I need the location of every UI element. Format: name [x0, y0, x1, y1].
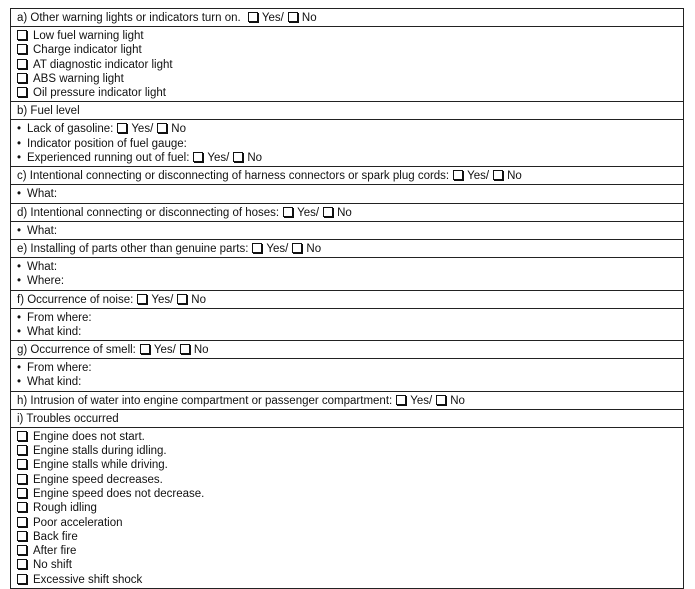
item-label: Indicator position of fuel gauge:: [27, 137, 187, 150]
item-label: Excessive shift shock: [33, 573, 143, 586]
section-e-header: [11, 240, 683, 258]
item-label: Charge indicator light: [33, 44, 142, 57]
item-label: Where:: [27, 275, 65, 288]
bullet: •: [17, 224, 22, 237]
bullet: •: [17, 376, 22, 389]
item-label: Oil pressure indicator light: [33, 87, 166, 100]
checkbox[interactable]: [17, 531, 27, 541]
item-label: Rough idling: [33, 502, 97, 515]
section-c-yes-checkbox[interactable]: [453, 170, 463, 180]
bullet: •: [17, 362, 22, 375]
section-a-yes-checkbox[interactable]: [248, 12, 258, 22]
section-f-no-checkbox[interactable]: [177, 294, 187, 304]
section-c-items: [11, 185, 683, 203]
yes-label: Yes/: [410, 394, 433, 407]
list-item: [17, 58, 683, 72]
yes-label: Yes/: [266, 242, 289, 255]
section-d-yes-checkbox[interactable]: [283, 207, 293, 217]
list-item: [17, 311, 683, 325]
item-label: Back fire: [33, 530, 78, 543]
no-label: No: [171, 123, 186, 136]
yes-label: Yes/: [261, 12, 284, 24]
lack-yes-checkbox[interactable]: [117, 123, 127, 133]
list-item: [17, 430, 683, 444]
section-i-header: [11, 410, 683, 428]
list-item: [17, 458, 683, 472]
item-label: From where:: [27, 311, 92, 324]
item-label: Poor acceleration: [33, 516, 123, 529]
checkbox[interactable]: [17, 431, 27, 441]
section-e-title: e) Installing of parts other than genuine parts:: [17, 242, 249, 255]
list-item: [17, 501, 683, 515]
section-a-no-checkbox[interactable]: [288, 12, 298, 22]
section-d-items: [11, 222, 683, 240]
section-f-yes-checkbox[interactable]: [137, 294, 147, 304]
list-item: [17, 516, 683, 530]
section-g-no-checkbox[interactable]: [180, 344, 190, 354]
section-e-items: [11, 258, 683, 291]
list-item: [17, 29, 683, 43]
yes-label: Yes/: [131, 123, 154, 136]
checkbox[interactable]: [17, 488, 27, 498]
checkbox[interactable]: [17, 59, 27, 69]
checkbox[interactable]: [17, 517, 27, 527]
section-d-title: d) Intentional connecting or disconnecting of hoses:: [17, 206, 280, 219]
checkbox[interactable]: [17, 445, 27, 455]
item-label: Engine stalls during idling.: [33, 445, 167, 458]
list-item: [17, 544, 683, 558]
section-h-no-checkbox[interactable]: [436, 395, 446, 405]
bullet: •: [17, 325, 22, 338]
item-label: What:: [27, 188, 58, 201]
no-label: No: [507, 170, 522, 183]
checkbox[interactable]: [17, 459, 27, 469]
list-item: [17, 473, 683, 487]
section-b-header: [11, 102, 683, 120]
item-label: Experienced running out of fuel:: [27, 152, 190, 165]
item-label: What kind:: [27, 325, 82, 338]
section-f-header: [11, 291, 683, 309]
section-h-header: [11, 392, 683, 410]
item-label: From where:: [27, 362, 92, 375]
list-item: [17, 260, 683, 274]
section-i-items: [11, 428, 683, 588]
yes-label: Yes/: [151, 293, 174, 306]
section-a-title: a) Other warning lights or indicators turn on.: [17, 12, 241, 24]
yes-label: Yes/: [297, 206, 320, 219]
list-item: [17, 86, 683, 100]
section-a-header: [11, 9, 683, 27]
item-label: Engine does not start.: [33, 430, 145, 443]
section-g-yes-checkbox[interactable]: [140, 344, 150, 354]
bullet: •: [17, 311, 22, 324]
section-f-items: [11, 309, 683, 342]
section-f-title: f) Occurrence of noise:: [17, 293, 134, 306]
item-label: ABS warning light: [33, 72, 124, 85]
item-label: After fire: [33, 545, 77, 558]
checkbox[interactable]: [17, 87, 27, 97]
section-c-title: c) Intentional connecting or disconnecting of harness connectors or spark plug cords:: [17, 170, 450, 183]
bullet: •: [17, 123, 22, 136]
checkbox[interactable]: [17, 545, 27, 555]
item-label: What kind:: [27, 376, 82, 389]
no-label: No: [193, 344, 209, 357]
bullet: •: [17, 260, 22, 273]
item-label: Engine speed decreases.: [33, 473, 163, 486]
item-label: Engine speed does not decrease.: [33, 487, 205, 500]
section-h-yes-checkbox[interactable]: [396, 395, 406, 405]
list-item: [17, 72, 683, 86]
checkbox[interactable]: [17, 574, 27, 584]
no-label: No: [301, 12, 317, 24]
yes-label: Yes/: [153, 344, 176, 357]
item-label: No shift: [33, 559, 72, 572]
section-h-title: h) Intrusion of water into engine compartment or passenger compartment:: [17, 394, 393, 407]
item-label: AT diagnostic indicator light: [33, 58, 173, 71]
checkbox[interactable]: [17, 73, 27, 83]
bullet: •: [17, 188, 22, 201]
bullet: •: [17, 137, 22, 150]
no-label: No: [337, 206, 352, 219]
section-d-header: [11, 204, 683, 222]
lack-no-checkbox[interactable]: [157, 123, 167, 133]
item-label: What:: [27, 260, 58, 273]
list-item: [17, 325, 683, 339]
no-label: No: [306, 242, 322, 255]
list-item: [17, 558, 683, 572]
item-label: Low fuel warning light: [33, 30, 144, 42]
bullet: •: [17, 152, 22, 165]
list-item: [17, 274, 683, 288]
list-item: [17, 573, 683, 587]
list-item: [17, 122, 683, 136]
section-c-no-checkbox[interactable]: [493, 170, 503, 180]
section-g-title: g) Occurrence of smell:: [17, 344, 136, 357]
item-label: What:: [27, 224, 58, 237]
checkbox[interactable]: [17, 30, 27, 40]
list-item: [17, 487, 683, 501]
section-b-items: [11, 120, 683, 167]
checkbox[interactable]: [17, 502, 27, 512]
checkbox[interactable]: [17, 474, 27, 484]
list-item: [17, 444, 683, 458]
list-item: [17, 361, 683, 375]
section-b-title: b) Fuel level: [17, 105, 80, 118]
list-item: [17, 151, 683, 165]
section-e-yes-checkbox[interactable]: [252, 243, 262, 253]
diagnosis-form: [10, 8, 684, 589]
section-g-header: [11, 341, 683, 359]
item-label: Lack of gasoline:: [27, 123, 114, 136]
section-i-title: i) Troubles occurred: [17, 412, 119, 425]
section-a-items: [11, 27, 683, 102]
ranout-yes-checkbox[interactable]: [193, 152, 203, 162]
section-c-header: [11, 167, 683, 185]
list-item: [17, 43, 683, 57]
list-item: [17, 530, 683, 544]
no-label: No: [191, 293, 206, 306]
no-label: No: [247, 152, 263, 165]
section-d-no-checkbox[interactable]: [323, 207, 333, 217]
list-item: [17, 224, 683, 238]
list-item: [17, 187, 683, 201]
bullet: •: [17, 275, 22, 288]
list-item: [17, 375, 683, 389]
section-g-items: [11, 359, 683, 392]
checkbox[interactable]: [17, 559, 27, 569]
ranout-no-checkbox[interactable]: [233, 152, 243, 162]
yes-label: Yes/: [467, 170, 490, 183]
no-label: No: [450, 394, 465, 407]
section-e-no-checkbox[interactable]: [292, 243, 302, 253]
yes-label: Yes/: [207, 152, 230, 165]
list-item: [17, 137, 683, 151]
item-label: Engine stalls while driving.: [33, 459, 168, 472]
checkbox[interactable]: [17, 44, 27, 54]
